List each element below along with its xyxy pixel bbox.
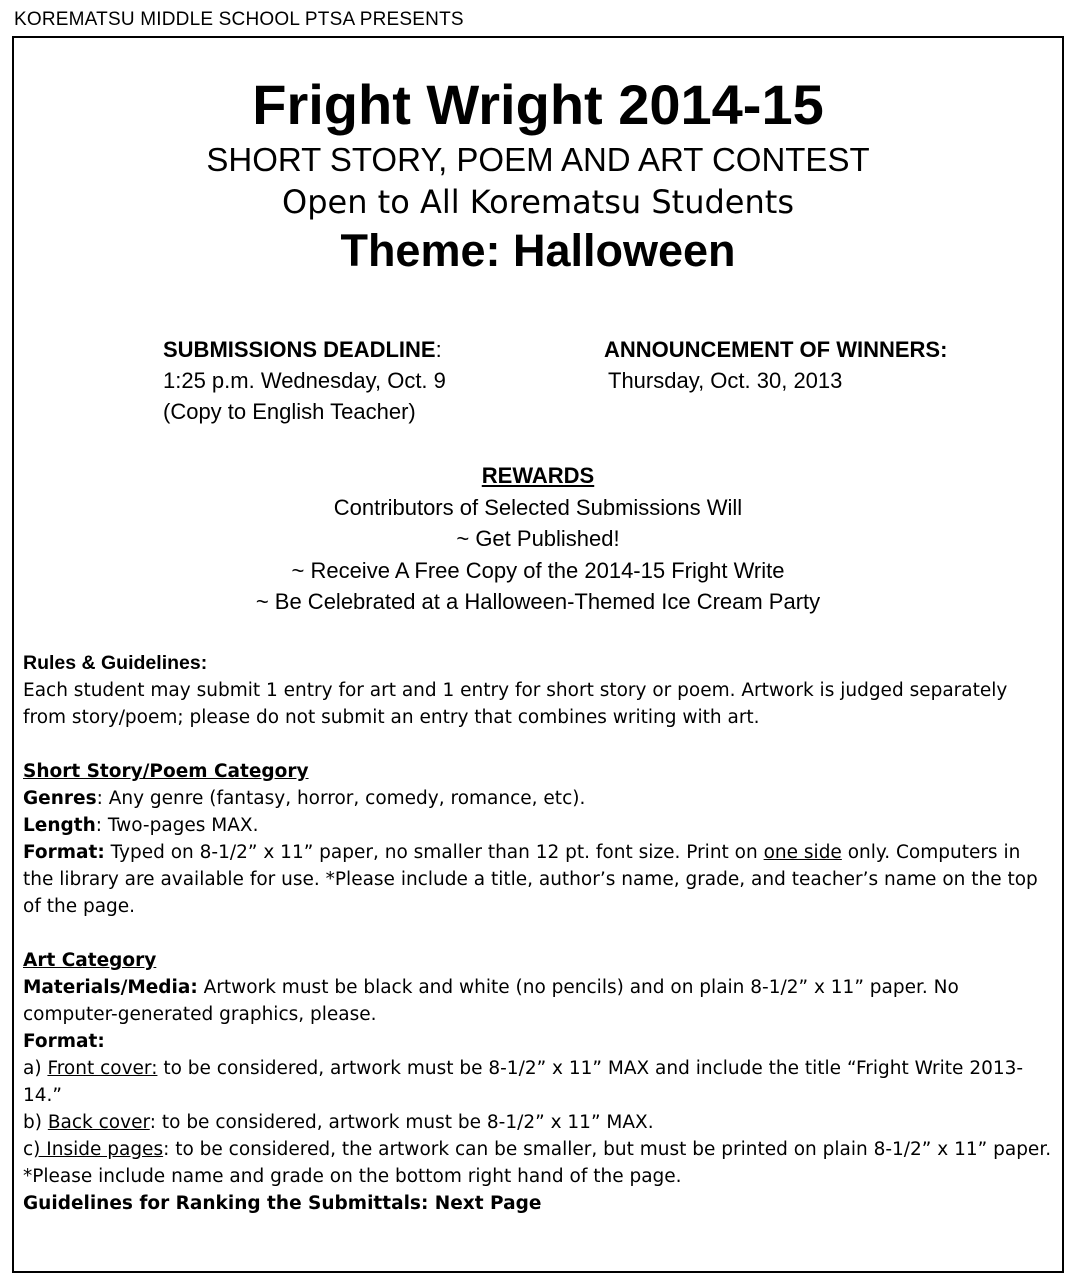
rules-heading: Rules & Guidelines: <box>23 652 208 674</box>
next-page-note: Guidelines for Ranking the Submittals: Next Page <box>23 1193 542 1214</box>
materials-label: Materials/Media: <box>23 977 198 998</box>
reward-item: ~ Get Published! <box>456 526 620 551</box>
genres-label: Genres <box>23 788 97 809</box>
one-side-emphasis: one side <box>763 842 842 863</box>
deadline-heading: SUBMISSIONS DEADLINE <box>163 337 436 362</box>
story-length: Length: Two-pages MAX. <box>23 815 259 836</box>
rules-intro: Each student may submit 1 entry for art and 1 entry for short story or poem. Artwork is judged separately from story/poem; please do not submit an entry that combines writing with art. <box>23 680 1008 728</box>
art-format-b: b) Back cover: to be considered, artwork must be 8-1/2” x 11” MAX. <box>23 1112 654 1133</box>
contest-subtitle: SHORT STORY, POEM AND ART CONTEST <box>206 141 870 178</box>
deadline-time: 1:25 p.m. Wednesday, Oct. 9 <box>163 368 446 393</box>
flyer-frame <box>12 36 1064 1273</box>
winners-date: Thursday, Oct. 30, 2013 <box>608 368 843 393</box>
presents-header: KOREMATSU MIDDLE SCHOOL PTSA PRESENTS <box>14 9 464 30</box>
art-format-a: a) Front cover: to be considered, artwork must be 8-1/2” x 11” MAX and include the title “Fright Write 2013-14.” <box>23 1058 1024 1106</box>
rewards-heading: REWARDS <box>481 463 595 488</box>
art-format-c: c) Inside pages: to be considered, the artwork can be smaller, but must be printed on plain 8-1/2” x 11” paper. <box>23 1139 1052 1160</box>
page-title: Fright Wright 2014-15 <box>252 73 824 136</box>
rules-section <box>23 650 1053 1217</box>
theme-line: Theme: Halloween <box>340 225 736 276</box>
rewards-block <box>14 460 1062 618</box>
winners-heading: ANNOUNCEMENT OF WINNERS: <box>604 337 948 362</box>
art-note: *Please include name and grade on the bottom right hand of the page. <box>23 1166 682 1187</box>
story-format: Format: Typed on 8-1/2” x 11” paper, no smaller than 12 pt. font size. Print on one side only. Computers in the library are available for use. *Please include a title, author’s name, grade, and teacher’s name on the top of the page. <box>23 842 1038 917</box>
rewards-intro: Contributors of Selected Submissions Will <box>333 494 743 520</box>
reward-item: ~ Be Celebrated at a Halloween-Themed Ice Cream Party <box>255 589 821 614</box>
winners-block <box>604 334 947 396</box>
art-category-heading: Art Category <box>23 950 157 971</box>
eligibility-line: Open to All Korematsu Students <box>282 183 794 221</box>
art-format-label: Format: <box>23 1031 105 1052</box>
format-label: Format: <box>23 842 105 863</box>
deadline-note: (Copy to English Teacher) <box>163 399 416 424</box>
story-category-heading: Short Story/Poem Category <box>23 761 309 782</box>
length-label: Length <box>23 815 96 836</box>
art-materials: Materials/Media: Artwork must be black and white (no pencils) and on plain 8-1/2” x 11” paper. No computer-generated graphics, please. <box>23 977 959 1025</box>
deadline-colon: : <box>435 337 442 362</box>
deadline-block <box>163 334 446 427</box>
story-genres: Genres: Any genre (fantasy, horror, comedy, romance, etc). <box>23 788 586 809</box>
reward-item: ~ Receive A Free Copy of the 2014-15 Fright Write <box>291 557 785 583</box>
